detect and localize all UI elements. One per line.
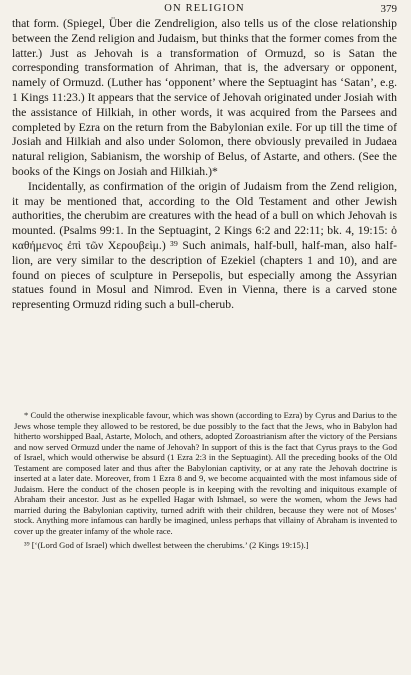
footnote-39: ³⁹ [‘(Lord God of Israel) which dwellest between the cherubims.’ (2 Kings 19:15).] (24, 540, 309, 550)
footnotes (14, 410, 397, 551)
running-head: ON RELIGION (164, 3, 245, 14)
body-paragraph-2: Incidentally, as confirmation of the origin of Judaism from the Zend religion, it may be mentioned that, according to the Old Testament and other Jewish authorities, the cherubim are creatures with the head of a bull on which Jehovah is mounted. (Psalms 99:1. In the Septuagint, 2 Kings 6:2 and 22:11; bk. 4, 19:15: ὁ καθήμενος ἐπὶ τῶν Χερουβεὶμ.) ³⁹ Such animals, half-bull, half-man, also half-lion, are very similar to the description of Ezekiel (chapters 1 and 10), and are found on pieces of sculpture in Persepolis, but especially among the Assyrian statues found in Mosul and Nimrod. Even in Vienna, there is a carved stone representing Ormuzd riding such a bull-cherub. (12, 179, 397, 312)
page-number: 379 (380, 3, 397, 15)
main-text (12, 17, 397, 313)
body-paragraph-1: that form. (Spiegel, Über die Zendreligion, also tells us of the close relationship between the Zend religion and Judaism, but thinks that the former comes from the latter.) Just as Jehovah is a transformation of Ormuzd, so is Satan the corresponding transformation of Ahriman, that is, the adversary or opponent, namely of Ormuzd. (Luther has ‘opponent’ where the Septuagint has ‘Satan’, e.g. 1 Kings 11:23.) It appears that the service of Jehovah originated under Josiah with the assistance of Hilkiah, in other words, it was acquired from the Parsees and completed by Ezra on the return from the Babylonian exile. For up till the time of Josiah and Hilkiah and also under Solomon, there obviously prevailed in Judaea natural religion, Sabianism, the worship of Belus, of Astarte, and others. (See the books of the Kings on Josiah and Hilkiah.)* (12, 17, 397, 178)
footnote-star: * Could the otherwise inexplicable favour, which was shown (according to Ezra) by Cyrus and Darius to the Jews whose temple they allowed to be restored, be due possibly to the fact that the Jews, who in Babylon had hitherto worshipped Baal, Astarte, Moloch, and others, adopted Zoroastrianism after the victory of the Persians and now served Ormuzd under the name of Jehovah? In support of this is the fact that Cyrus prays to the God of Israel, which would otherwise be absurd (1 Ezra 2:3 in the Septuagint). All the preceding books of the Old Testament are composed later and thus after the Babylonian captivity, or at any rate the Jehovah doctrine is inserted at a later date. Moreover, from 1 Ezra 8 and 9, we become acquainted with the most infamous side of Judaism. Here the conduct of the chosen people is in keeping with the revolting and iniquitous example of Abraham their ancestor. Just as he expelled Hagar with Ishmael, so were the women, whom the Jews had married during the Babylonian captivity, turned adrift with their children, because they were not of Moses’ stock. Anything more infamous can hardly be imagined, unless perhaps that villainy of Abraham is invented to cover up the greater infamy of the whole race. (14, 410, 397, 536)
